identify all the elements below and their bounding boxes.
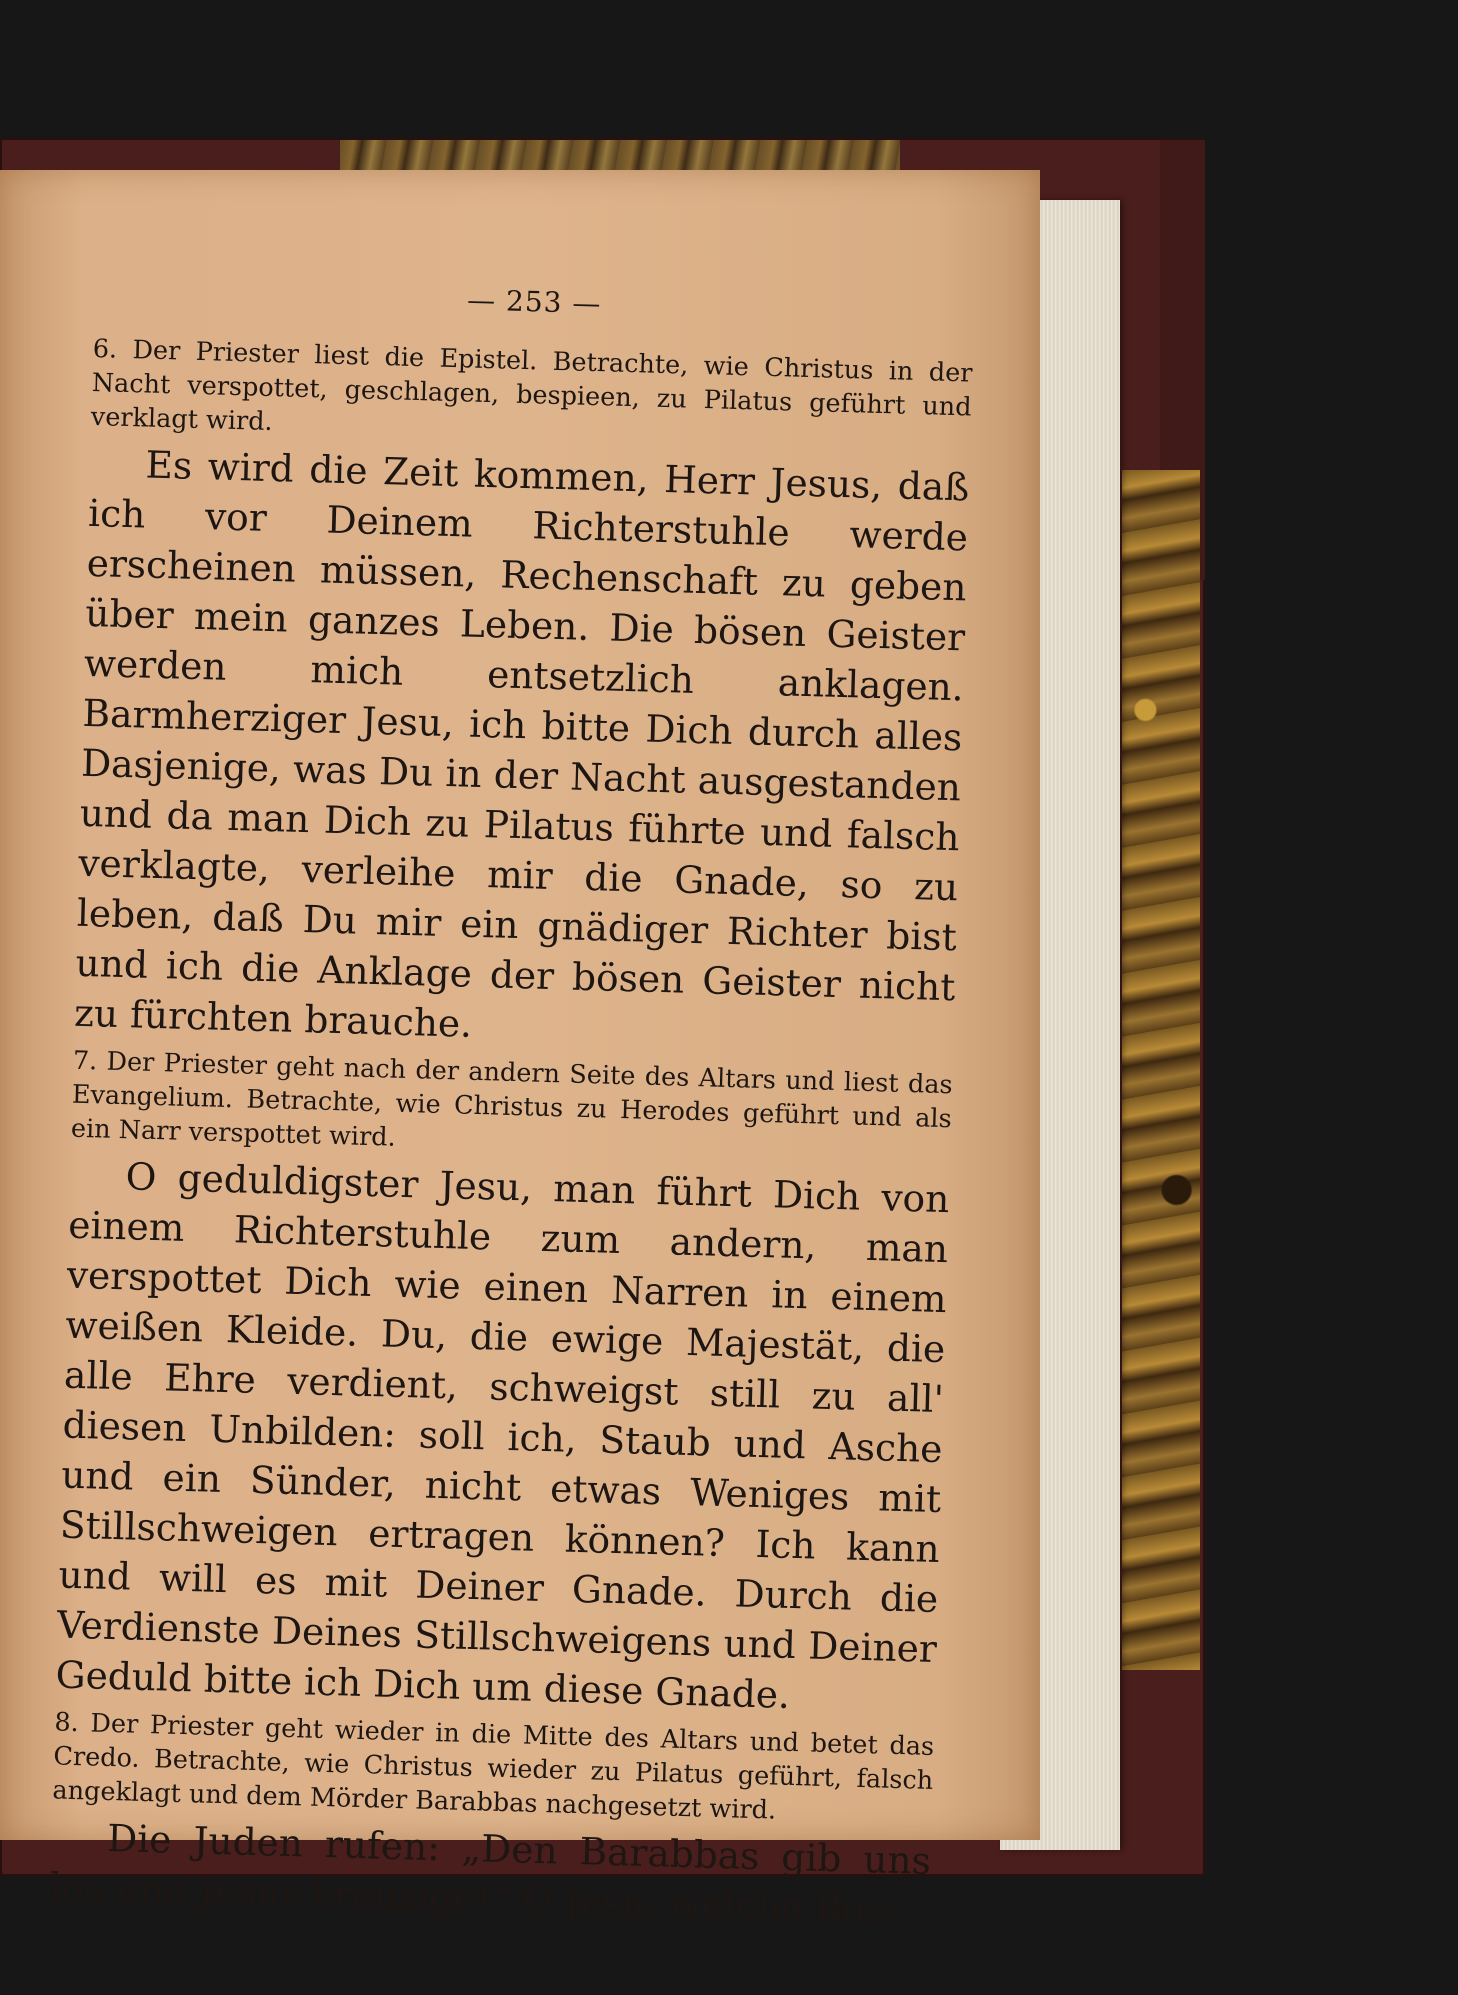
prayer-paragraph-6: Es wird die Zeit kommen, Herr Jesus, daß ich vor Deinem Richterstuhle werde erscheinen müssen, Rechenschaft zu geben über mein ganzes Leben. Die bösen Geister werden mich entsetzlich anklagen. Barmherziger Jesu, ich bitte Dich durch alles Dasjenige, was Du in der Nacht ausgestanden und da man Dich zu Pilatus führte und falsch verklagte, verleihe mir die Gnade, so zu leben, daß Du mir ein gnädiger Richter bist und ich die Anklage der bösen Geister nicht zu fürchten brauche. xyxy=(73,442,970,1046)
page-content xyxy=(49,270,975,1933)
rubric-6: 6. Der Priester liest die Epistel. Betrachte, wie Christus in der Nacht verspottet, geschlagen, bespieen, zu Pilatus geführt und verklagt wird. xyxy=(90,333,973,438)
marbled-cover-edge xyxy=(1122,470,1200,1670)
rubric-8: 8. Der Priester geht wieder in die Mitte des Altars und betet das Credo. Betrachte, wie Christus wieder zu Pilatus geführt, falsch angeklagt und dem Mörder Barabbas nachgesetzt wird. xyxy=(52,1707,935,1826)
rubric-7: 7. Der Priester geht nach der andern Seite des Altars und liest das Evangelium. Betrachte, wie Christus zu Herodes geführt und als ein Narr verspottet wird. xyxy=(70,1045,953,1153)
page-number: — 253 — xyxy=(466,283,602,321)
prayer-paragraph-7: O geduldigster Jesu, man führt Dich von einem Richterstuhle zum andern, man verspottet Dich wie einen Narren in einem weißen Kleide. Du, die ewige Majestät, die alle Ehre verdient, schweigst still zu all' diesen Unbilden: soll ich, Staub und Asche und ein Sünder, nicht etwas Weniges mit Stillschweigen ertragen können? Ich kann und will es mit Deiner Gnade. Durch die Verdienste Deines Stillschweigens und Deiner Geduld bitte ich Dich um diese Gnade. xyxy=(55,1154,951,1717)
book-page xyxy=(0,170,1040,1933)
prayer-paragraph-8: Die Juden rufen: „Den Barabbas gib uns los und Jesus kreuzige!“ O Jesu, welche Bos- xyxy=(49,1815,932,1933)
